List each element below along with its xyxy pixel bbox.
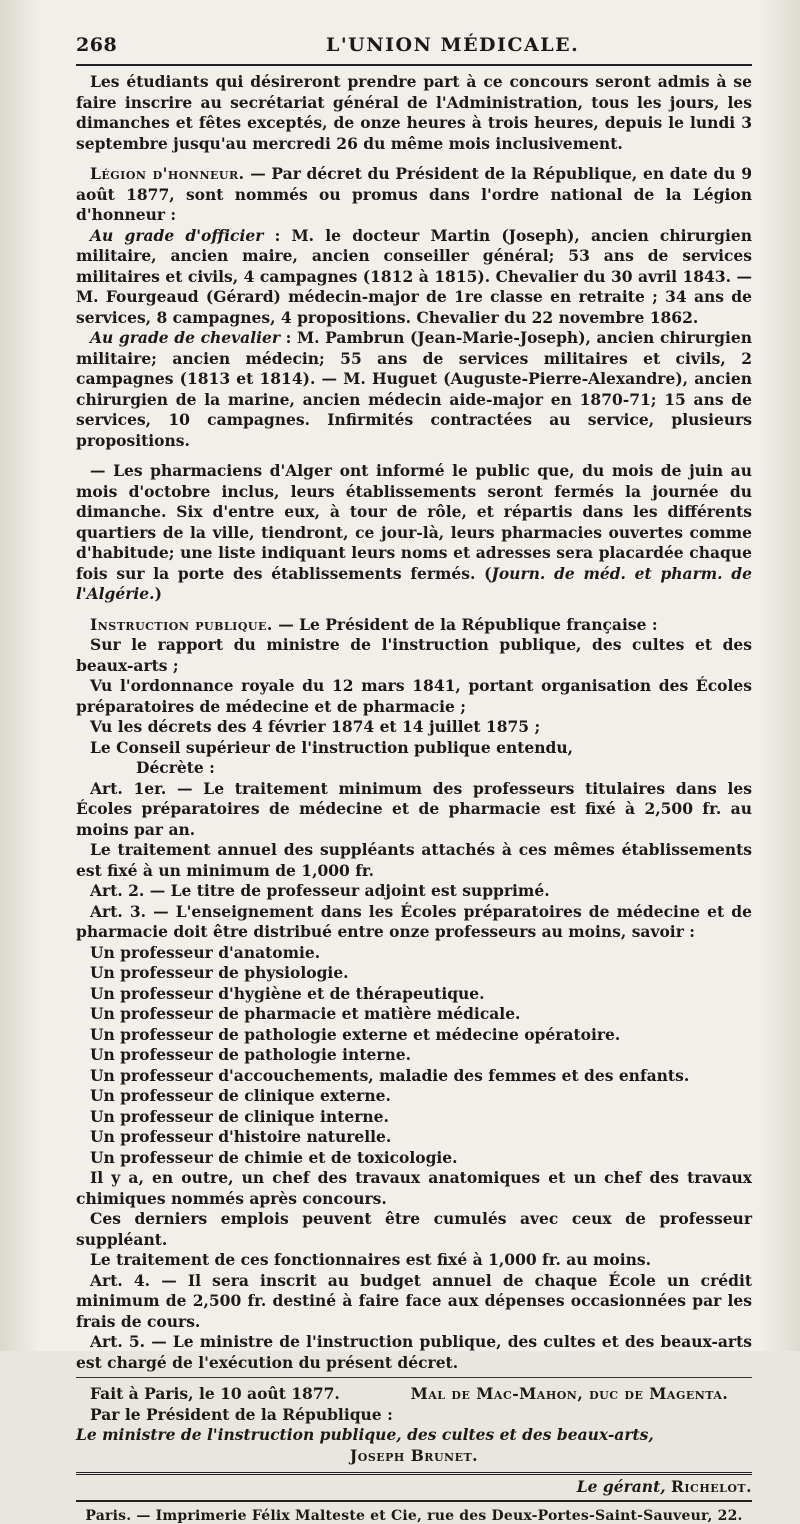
gerant-signature <box>76 1477 752 1496</box>
instruction-paragraph <box>76 615 752 636</box>
article-2: Art. 2. — Le titre de professeur adjoint est supprimé. <box>90 881 550 900</box>
list-item: Un professeur de chimie et de toxicologie. <box>90 1147 458 1167</box>
header-rule <box>76 64 752 66</box>
legion-heading: Légion d'honneur. <box>90 164 245 183</box>
list-item: Un professeur de pathologie interne. <box>90 1045 412 1064</box>
signature-line <box>76 1384 752 1405</box>
list-item: Un professeur de clinique interne. <box>90 1106 389 1126</box>
article-1: Art. 1er. — Le traitement minimum des professeurs titulaires dans les Écoles préparatoires de médecine et de pharmacie est fixé à 2,500 fr. au moins par an. <box>76 778 752 839</box>
by-president: Par le Président de la République : <box>90 1404 393 1424</box>
closing-rule <box>76 1472 752 1475</box>
chevalier-text: : M. Pambrun (Jean-Marie-Joseph), ancien chirurgien militaire; ancien médecin; 55 ans de services militaires et civils, 2 campagnes (1813 et 1814). — M. Huguet (Auguste-Pierre-Alexandre), ancien chirurgien de la marine, ancien médecin aide-major en 1870-71; 15 ans de services, 10 campagnes. Infirmités contractées au service, plusieurs propositions. <box>76 328 752 450</box>
officer-text: : M. le docteur Martin (Joseph), ancien chirurgien militaire, ancien maire, ancien conseiller général; 53 ans de services militaires et civils, 4 campagnes (1812 à 1815). Chevalier du 30 avril 1843. — M. Fourgeaud (Gérard) médecin-major de 1re classe en retraite ; 34 ans de services, 8 campagnes, 4 propositions. Chevalier du 22 novembre 1862. <box>76 225 752 327</box>
consideration-1: Sur le rapport du ministre de l'instruction publique, des cultes et des beaux-arts ; <box>76 635 752 675</box>
legion-paragraph <box>76 164 752 226</box>
list-item: Un professeur d'hygiène et de thérapeutique. <box>90 983 485 1003</box>
page-number: 268 <box>76 34 118 56</box>
traitement-paragraph: Le traitement de ces fonctionnaires est fixé à 1,000 fr. au moins. <box>90 1250 651 1269</box>
pharmacies-paragraph: — Les pharmaciens d'Alger ont informé le public que, du mois de juin au mois d'octobre inclus, leurs établissements seront fermés la journée du dimanche. Six d'entre eux, à tour de rôle, et répartis dans les différents quartiers de la ville, tiendront, ce jour-là, leurs pharmacies ouvertes comme d'habitude; une liste indiquant leurs noms et adresses sera placardée chaque fois sur la porte des établissements fermés. (Journ. de méd. et pharm. de l'Algérie.) <box>76 461 752 603</box>
officer-paragraph <box>76 226 752 329</box>
instruction-heading: Instruction publique. <box>90 614 273 634</box>
article-5: Art. 5. — Le ministre de l'instruction publique, des cultes et des beaux-arts est chargé de l'exécution du présent décret. <box>76 1332 752 1372</box>
decree-word: Décrète : <box>136 758 215 777</box>
journal-title: L'UNION MÉDICALE. <box>326 34 580 56</box>
list-item: Un professeur d'anatomie. <box>90 942 321 962</box>
signature-rule <box>76 1377 752 1378</box>
page-header <box>76 34 752 60</box>
gerant-label: Le gérant, <box>576 1477 666 1496</box>
article-1-b: Le traitement annuel des suppléants attachés à ces mêmes établissements est fixé à un minimum de 1,000 fr. <box>76 840 752 880</box>
article-3: Art. 3. — L'enseignement dans les Écoles préparatoires de médecine et de pharmacie doit être distribué entre onze professeurs au moins, savoir : <box>76 901 752 941</box>
printer-footer: Paris. — Imprimerie Félix Malteste et Cie, rue des Deux-Portes-Saint-Sauveur, 22. <box>85 1508 743 1524</box>
list-item: Un professeur de physiologie. <box>90 963 349 982</box>
footer-rule <box>76 1500 752 1502</box>
instruction-text: — Le Président de la République française : <box>272 614 658 634</box>
gerant-name: Richelot. <box>671 1477 752 1496</box>
chevalier-paragraph <box>76 328 752 451</box>
minister-title: Le ministre de l'instruction publique, des cultes et des beaux-arts, <box>76 1425 654 1444</box>
chefs-paragraph: Il y a, en outre, un chef des travaux anatomiques et un chef des travaux chimiques nommés après concours. <box>76 1168 752 1208</box>
signed-by: Mal de Mac-Mahon, duc de Magenta. <box>410 1384 729 1403</box>
chevalier-label: Au grade de chevalier <box>90 328 281 347</box>
list-item: Un professeur d'histoire naturelle. <box>90 1127 392 1146</box>
minister-name: Joseph Brunet. <box>349 1445 479 1465</box>
signed-place: Fait à Paris, le 10 août 1877. <box>90 1384 340 1403</box>
consideration-2: Vu l'ordonnance royale du 12 mars 1841, portant organisation des Écoles préparatoires de médecine et de pharmacie ; <box>76 676 752 716</box>
consideration-3: Vu les décrets des 4 février 1874 et 14 juillet 1875 ; <box>90 717 541 736</box>
list-item: Un professeur de clinique externe. <box>90 1086 391 1105</box>
consideration-4: Le Conseil supérieur de l'instruction publique entendu, <box>90 737 574 757</box>
pharmacies-text: — Les pharmaciens d'Alger ont informé le public que, du mois de juin au mois d'octobre inclus, leurs établissements seront fermés la journée du dimanche. Six d'entre eux, à tour de rôle, et répartis dans les différents quartiers de la ville, tiendront, ce jour-là, leurs pharmacies ouvertes comme d'habitude; une liste indiquant leurs noms et adresses sera placardée chaque fois sur la porte des établissements fermés. ( <box>76 461 752 583</box>
article-4: Art. 4. — Il sera inscrit au budget annuel de chaque École un crédit minimum de 2,500 fr. destiné à faire face aux dépenses occasionnées par les frais de cours. <box>76 1270 752 1331</box>
professor-list <box>76 943 752 1169</box>
officer-label: Au grade d'officier <box>90 225 264 245</box>
list-item: Un professeur d'accouchements, maladie des femmes et des enfants. <box>90 1065 690 1085</box>
list-item: Un professeur de pathologie externe et médecine opératoire. <box>90 1024 621 1044</box>
legion-text: — Par décret du Président de la République, en date du 9 août 1877, sont nommés ou promus dans l'ordre national de la Légion d'honneur : <box>76 164 752 224</box>
pharmacies-source: Journ. de méd. et pharm. de l'Algérie. <box>76 563 752 603</box>
list-item: Un professeur de pharmacie et matière médicale. <box>90 1004 521 1023</box>
intro-paragraph: Les étudiants qui désireront prendre part à ce concours seront admis à se faire inscrire au secrétariat général de l'Administration, tous les jours, les dimanches et fêtes exceptés, de onze heures à trois heures, depuis le lundi 3 septembre jusqu'au mercredi 26 du même mois inclusivement. <box>76 72 752 153</box>
cumul-paragraph: Ces derniers emplois peuvent être cumulés avec ceux de professeur suppléant. <box>76 1209 752 1249</box>
